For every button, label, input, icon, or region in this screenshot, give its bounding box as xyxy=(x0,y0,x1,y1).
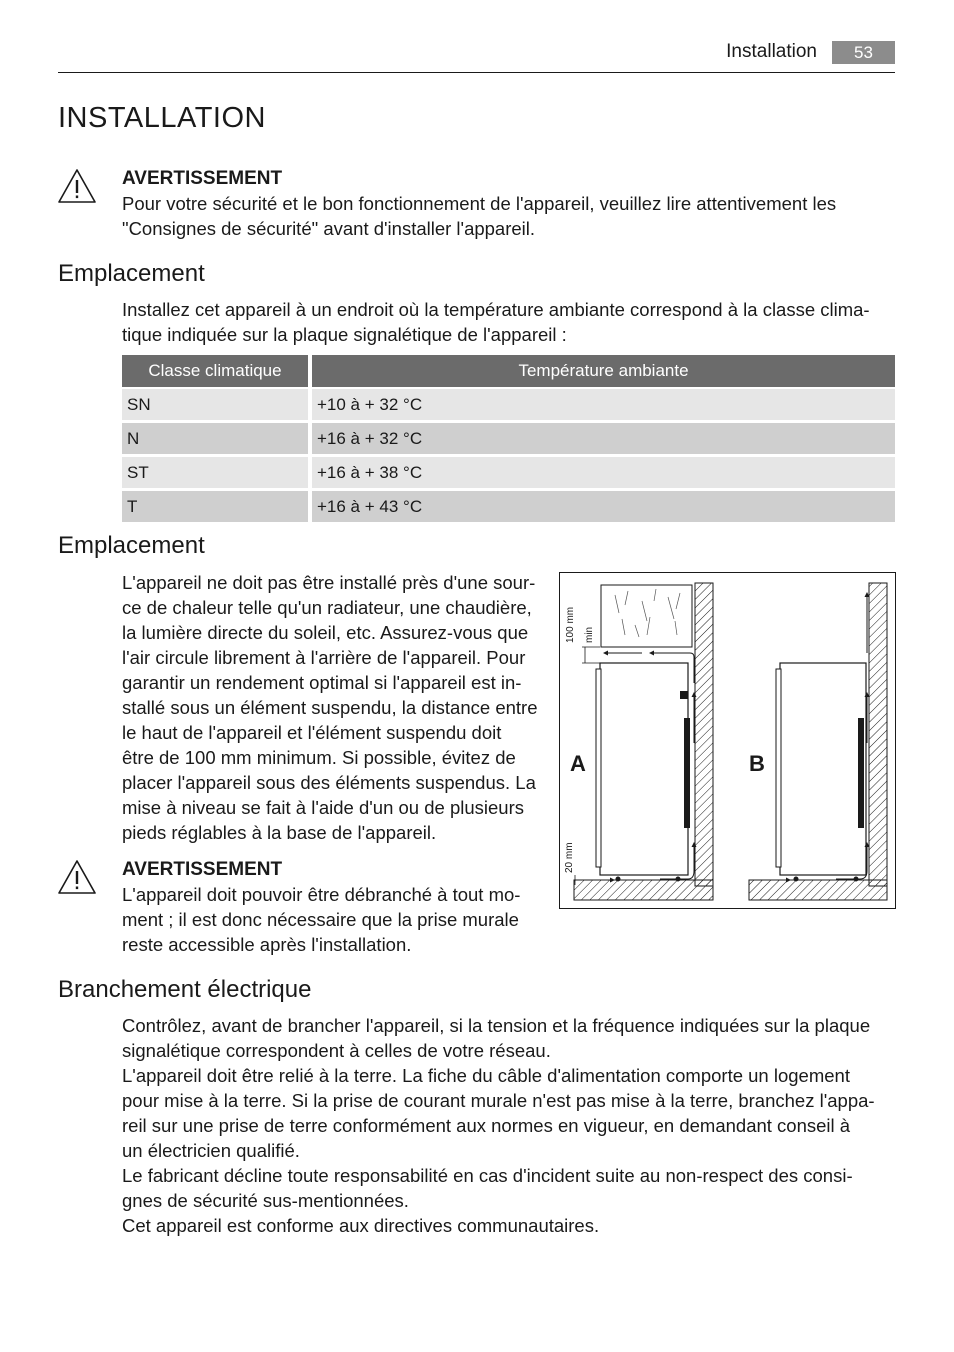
table-cell: +10 à + 32 °C xyxy=(312,389,895,423)
climate-class-table xyxy=(122,355,895,525)
table-row xyxy=(122,491,895,525)
diagram-a xyxy=(564,583,713,900)
appliance-a xyxy=(600,663,688,875)
paragraph-line: Contrôlez, avant de brancher l'appareil, si la tension et la fréquence indiquées sur la plaque xyxy=(122,1015,871,1036)
floor-a xyxy=(574,880,713,900)
page-number: 53 xyxy=(832,41,895,64)
page-header xyxy=(58,40,895,73)
section-body-text xyxy=(122,1013,897,1238)
paragraph-line: la lumière directe du soleil, etc. Assurez-vous que xyxy=(122,622,529,643)
door-a xyxy=(596,669,601,867)
ventilation-diagram-svg xyxy=(560,573,895,908)
condenser-a xyxy=(684,718,690,828)
warning-triangle-icon xyxy=(57,168,97,204)
paragraph-line: Le fabricant décline toute responsabilité en cas d'incident suite au non-respect des consi- xyxy=(122,1165,853,1186)
table-cell: +16 à + 43 °C xyxy=(312,491,895,525)
condenser-b xyxy=(858,718,864,828)
warning-block-unplug xyxy=(122,857,552,957)
paragraph-line: reil sur une prise de terre conformément aux normes en vigueur, en demandant conseil à xyxy=(122,1115,851,1136)
paragraph-line: ce de chaleur telle qu'un radiateur, une chaudière, xyxy=(122,597,532,618)
warning-block-safety xyxy=(122,166,892,241)
table-header-cell: Température ambiante xyxy=(312,355,895,389)
paragraph-line: Installez cet appareil à un endroit où la température ambiante correspond à la classe clima- xyxy=(122,299,870,320)
wall-cabinet xyxy=(601,585,692,647)
dimension-label-20mm: 20 mm xyxy=(564,842,575,873)
paragraph-line: Cet appareil est conforme aux directives communautaires. xyxy=(122,1215,600,1236)
installation-diagram xyxy=(559,572,896,909)
diagram-label-a: A xyxy=(570,751,586,776)
dimension-label-100mm: 100 mm xyxy=(565,606,576,643)
table-row xyxy=(122,423,895,457)
paragraph-line: L'appareil doit être relié à la terre. La fiche du câble d'alimentation comporte un logement xyxy=(122,1065,850,1086)
section-heading-branchement: Branchement électrique xyxy=(58,976,312,1003)
paragraph-line: être de 100 mm minimum. Si possible, évitez de xyxy=(122,747,516,768)
paragraph-line: mise à niveau se fait à l'aide d'un ou de plusieurs xyxy=(122,797,524,818)
floor-b xyxy=(749,880,887,900)
table-cell: +16 à + 38 °C xyxy=(312,457,895,491)
warning-text-line: Pour votre sécurité et le bon fonctionnement de l'appareil, veuillez lire attentivement les xyxy=(122,193,837,214)
diagram-label-b: B xyxy=(749,751,765,776)
warning-title: AVERTISSEMENT xyxy=(122,168,283,189)
paragraph-line: placer l'appareil sous des éléments suspendus. La xyxy=(122,772,536,793)
page-title: INSTALLATION xyxy=(58,102,266,134)
table-header-cell: Classe climatique xyxy=(122,355,312,389)
table-header-row xyxy=(122,355,895,389)
table-cell: T xyxy=(122,491,312,525)
warning-text-line: L'appareil doit pouvoir être débranché à tout mo- xyxy=(122,884,521,905)
warning-text-line: "Consignes de sécurité" avant d'installer l'appareil. xyxy=(122,218,536,239)
section-intro-text xyxy=(122,297,897,347)
paragraph-line: stallé sous un élément suspendu, la distance entre xyxy=(122,697,538,718)
paragraph-line: pour mise à la terre. Si la prise de courant murale n'est pas mise à la terre, branchez l'appa- xyxy=(122,1090,875,1111)
paragraph-line: l'air circule librement à l'arrière de l'appareil. Pour xyxy=(122,647,526,668)
paragraph-line: pieds réglables à la base de l'appareil. xyxy=(122,822,437,843)
appliance-b xyxy=(780,663,866,875)
paragraph-line: garantir un rendement optimal si l'appareil est in- xyxy=(122,672,522,693)
warning-title: AVERTISSEMENT xyxy=(122,859,283,880)
table-row xyxy=(122,389,895,423)
wall-a xyxy=(695,583,713,886)
warning-text-line: ment ; il est donc nécessaire que la prise murale xyxy=(122,909,519,930)
table-cell: N xyxy=(122,423,312,457)
paragraph-line: L'appareil ne doit pas être installé près d'une sour- xyxy=(122,572,536,593)
paragraph-line: gnes de sécurité sus-mentionnées. xyxy=(122,1190,409,1211)
warning-text-line: reste accessible après l'installation. xyxy=(122,934,412,955)
section-heading-emplacement-2: Emplacement xyxy=(58,532,205,559)
paragraph-line: tique indiquée sur la plaque signalétique de l'appareil : xyxy=(122,324,567,345)
paragraph-line: signalétique correspondent à celles de votre réseau. xyxy=(122,1040,551,1061)
section-heading-emplacement: Emplacement xyxy=(58,260,205,287)
dimension-label-min: min xyxy=(584,626,595,643)
diagram-b xyxy=(749,583,887,900)
header-section-title: Installation xyxy=(726,41,817,62)
table-cell: +16 à + 32 °C xyxy=(312,423,895,457)
warning-triangle-icon xyxy=(57,859,97,895)
paragraph-line: le haut de l'appareil et l'élément suspendu doit xyxy=(122,722,502,743)
table-cell: ST xyxy=(122,457,312,491)
paragraph-line: un électricien qualifié. xyxy=(122,1140,300,1161)
door-b xyxy=(776,669,781,867)
table-cell: SN xyxy=(122,389,312,423)
wall-b xyxy=(869,583,887,886)
section-body-text xyxy=(122,570,552,845)
table-row xyxy=(122,457,895,491)
